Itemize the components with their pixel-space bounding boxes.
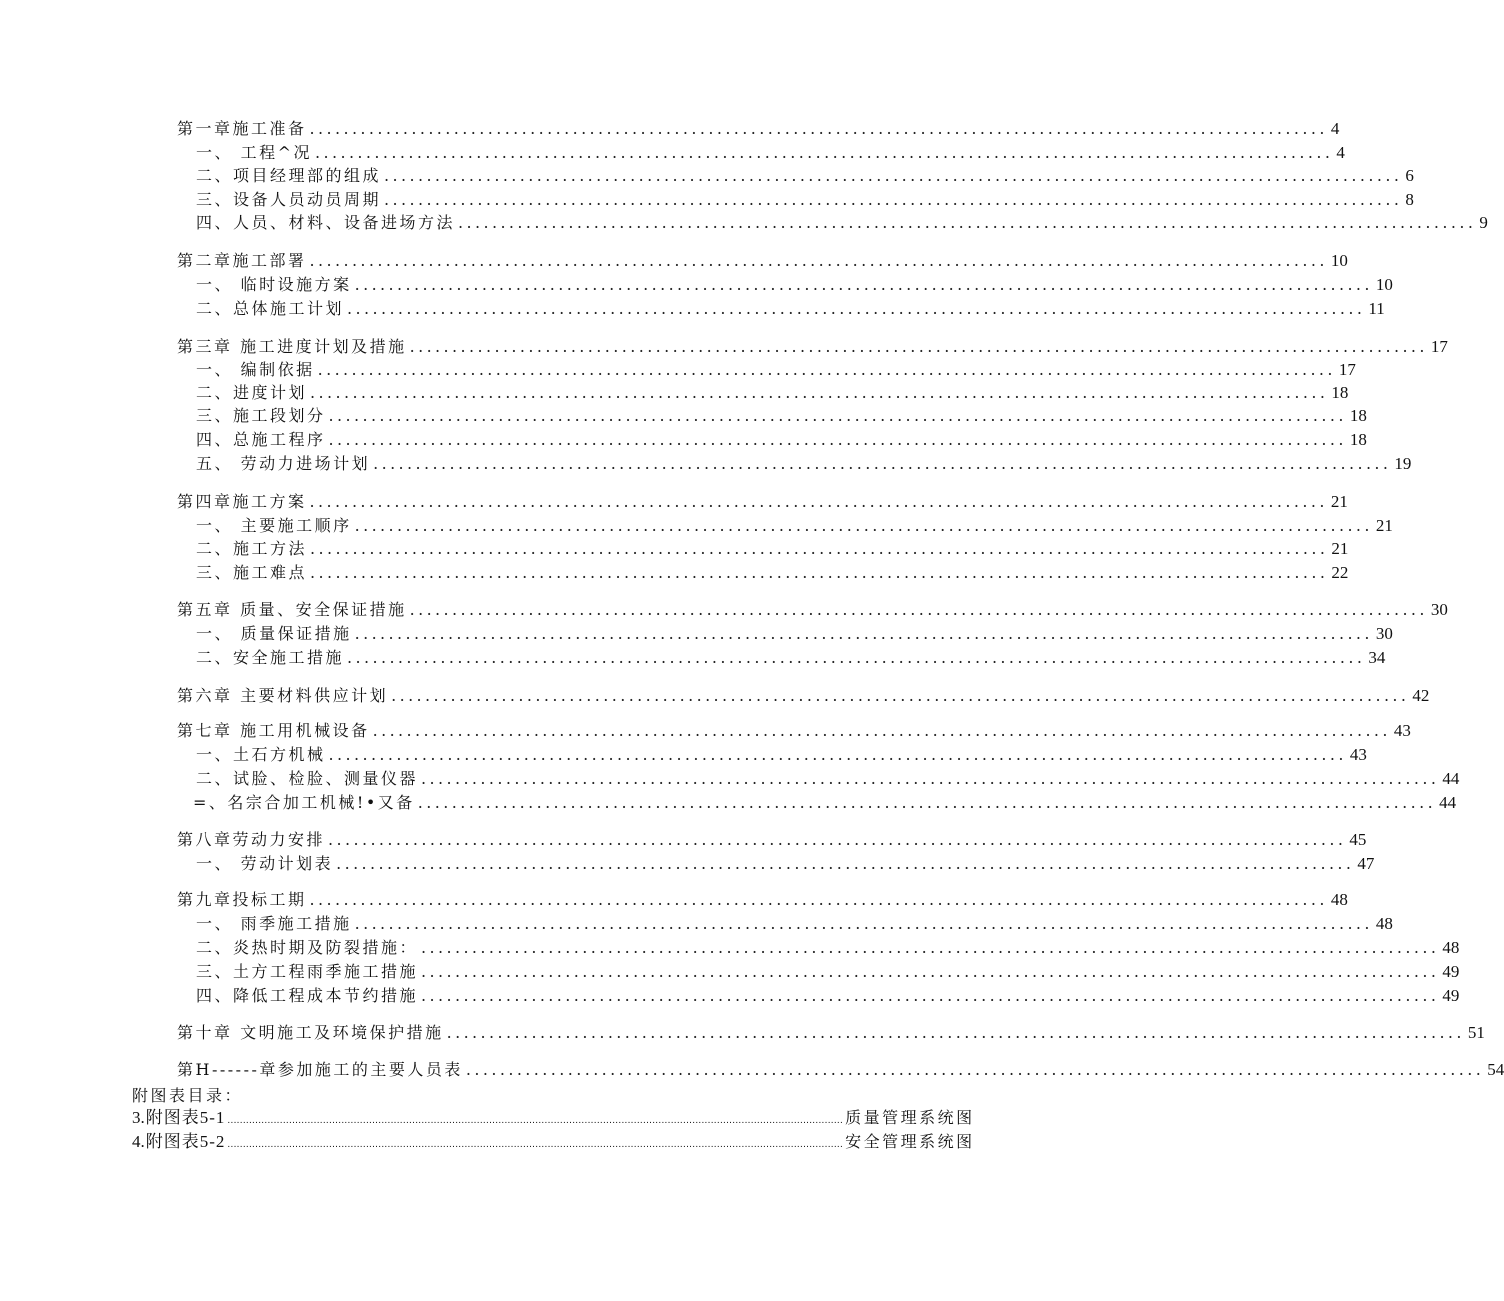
toc-page-number: 42 bbox=[1412, 686, 1430, 705]
dot-leader: ........................................................................................................................ bbox=[309, 119, 1328, 138]
toc-page-number: 30 bbox=[1375, 624, 1393, 643]
dot-leader: ........................................................................................................................ bbox=[354, 914, 1373, 933]
toc-page-number: 17 bbox=[1338, 360, 1356, 379]
toc-entry-label: 二、项目经理部的组成 bbox=[196, 166, 382, 185]
toc-entry-label: 第二章施工部署 bbox=[177, 251, 307, 270]
toc-page-number: 21 bbox=[1330, 492, 1348, 511]
toc-section-entry[interactable] bbox=[196, 452, 1412, 476]
toc-entry-label: 一、 工程^况 bbox=[196, 143, 312, 162]
toc-page-number: 6 bbox=[1405, 166, 1414, 185]
toc-entry-label: 第九章投标工期 bbox=[177, 890, 307, 909]
toc-section-entry[interactable] bbox=[196, 404, 1367, 428]
toc-page-number: 17 bbox=[1430, 337, 1448, 356]
toc-entry-label: 第六章 主要材料供应计划 bbox=[177, 686, 389, 705]
toc-section-entry[interactable] bbox=[196, 743, 1367, 767]
appendix-item-title: 质量管理系统图 bbox=[845, 1108, 975, 1127]
toc-entry-label: 三、施工难点 bbox=[196, 563, 308, 582]
toc-page-number: 30 bbox=[1430, 600, 1448, 619]
toc-chapter-entry[interactable] bbox=[177, 684, 1430, 708]
toc-entry-label: 四、降低工程成本节约措施 bbox=[196, 986, 419, 1005]
dot-leader: ........................................................................................................................ bbox=[310, 383, 1329, 402]
toc-entry-label: 一、 编制依据 bbox=[196, 360, 315, 379]
toc-section-entry[interactable] bbox=[196, 537, 1349, 561]
dot-leader: ........................................................................................................................ bbox=[317, 360, 1336, 379]
dot-leader: ........................................................................................................................ bbox=[309, 251, 1328, 270]
toc-entry-label: 第八章劳动力安排 bbox=[177, 830, 326, 849]
toc-page-number: 21 bbox=[1331, 539, 1349, 558]
toc-page-number: 54 bbox=[1487, 1060, 1504, 1079]
appendix-item[interactable] bbox=[132, 1130, 975, 1154]
toc-chapter-entry[interactable] bbox=[177, 828, 1367, 852]
toc-entry-label: 三、施工段划分 bbox=[196, 406, 326, 425]
toc-page-number: 4 bbox=[1330, 119, 1340, 138]
toc-page-number: 45 bbox=[1349, 830, 1367, 849]
toc-chapter-entry[interactable] bbox=[177, 490, 1348, 514]
dot-leader: ........................................................................................................................ bbox=[421, 769, 1440, 788]
appendix-item-title: 安全管理系统图 bbox=[845, 1132, 975, 1151]
toc-chapter-entry[interactable] bbox=[177, 117, 1340, 141]
toc-section-entry[interactable] bbox=[196, 428, 1367, 452]
toc-section-entry[interactable] bbox=[196, 273, 1393, 297]
toc-entry-label: 三、土方工程雨季施工措施 bbox=[196, 962, 419, 981]
toc-section-entry[interactable] bbox=[196, 852, 1375, 876]
dot-leader: ........................................................................................................................ bbox=[310, 563, 1329, 582]
dot-leader: ........................................................................................................................................................................................................ bbox=[227, 1115, 844, 1126]
dot-leader: ........................................................................................................................ bbox=[465, 1060, 1485, 1079]
dot-leader: ........................................................................................................................ bbox=[328, 430, 1347, 449]
appendix-item-number: 4 bbox=[132, 1132, 141, 1151]
toc-entry-label: 一、 临时设施方案 bbox=[196, 275, 352, 294]
toc-page-number: 49 bbox=[1442, 962, 1460, 981]
toc-page-number: 10 bbox=[1330, 251, 1348, 270]
toc-page-number: 19 bbox=[1394, 454, 1412, 473]
dot-leader: ........................................................................................................................ bbox=[409, 600, 1428, 619]
toc-page-number: 21 bbox=[1375, 516, 1393, 535]
toc-page-number: 44 bbox=[1442, 769, 1460, 788]
dot-leader: ........................................................................................................................ bbox=[421, 986, 1440, 1005]
toc-section-entry[interactable] bbox=[196, 164, 1414, 188]
toc-page-number: 11 bbox=[1368, 299, 1385, 318]
toc-section-entry[interactable] bbox=[196, 984, 1460, 1008]
toc-entry-label: 一、 质量保证措施 bbox=[196, 624, 352, 643]
dot-leader: ........................................................................................................................ bbox=[446, 1023, 1465, 1042]
dot-leader: ........................................................................................................................ bbox=[354, 275, 1373, 294]
toc-page-number: 48 bbox=[1330, 890, 1348, 909]
toc-section-entry[interactable] bbox=[196, 381, 1349, 405]
toc-page-number: 34 bbox=[1368, 648, 1386, 667]
toc-section-entry[interactable] bbox=[196, 358, 1356, 382]
toc-entry-label: 第四章施工方案 bbox=[177, 492, 307, 511]
dot-leader: ........................................................................................................................ bbox=[384, 166, 1403, 185]
toc-entry-label: 第H------章参加施工的主要人员表 bbox=[177, 1060, 463, 1079]
toc-entry-label: 第七章 施工用机械设备 bbox=[177, 721, 370, 740]
appendix-item-label: .附图表5-1 bbox=[140, 1108, 226, 1127]
toc-entry-label: 二、安全施工措施 bbox=[196, 648, 345, 667]
dot-leader: ........................................................................................................................ bbox=[391, 686, 1410, 705]
toc-entry-label: 四、人员、材料、设备进场方法 bbox=[196, 213, 456, 232]
toc-page-number: 18 bbox=[1349, 406, 1367, 425]
appendix-heading: 附图表目录： bbox=[132, 1086, 244, 1105]
dot-leader: ........................................................................................................................ bbox=[373, 454, 1392, 473]
dot-leader: ........................................................................................................................ bbox=[354, 624, 1373, 643]
dot-leader: ........................................................................................................................ bbox=[336, 854, 1355, 873]
dot-leader: ........................................................................................................................ bbox=[315, 143, 1334, 162]
toc-section-entry[interactable] bbox=[196, 912, 1393, 936]
toc-entry-label: 一、 雨季施工措施 bbox=[196, 914, 352, 933]
dot-leader: ........................................................................................................................................................................................................ bbox=[227, 1139, 844, 1150]
toc-page-number: 48 bbox=[1442, 938, 1460, 957]
toc-section-entry[interactable] bbox=[196, 188, 1414, 212]
toc-entry-label: 四、总施工程序 bbox=[196, 430, 326, 449]
toc-section-entry[interactable] bbox=[196, 936, 1460, 960]
dot-leader: ........................................................................................................................ bbox=[328, 406, 1347, 425]
toc-page-number: 10 bbox=[1375, 275, 1393, 294]
toc-section-entry[interactable] bbox=[196, 622, 1393, 646]
toc-entry-label: 二、进度计划 bbox=[196, 383, 308, 402]
dot-leader: ........................................................................................................................ bbox=[384, 190, 1403, 209]
toc-section-entry[interactable] bbox=[196, 561, 1349, 585]
dot-leader: ........................................................................................................................ bbox=[347, 299, 1366, 318]
toc-page-number: 43 bbox=[1349, 745, 1367, 764]
toc-section-entry[interactable] bbox=[196, 514, 1393, 538]
toc-section-entry[interactable] bbox=[196, 646, 1386, 670]
dot-leader: ........................................................................................................................ bbox=[417, 793, 1437, 812]
toc-page-number: 18 bbox=[1331, 383, 1349, 402]
toc-chapter-entry[interactable] bbox=[177, 249, 1348, 273]
toc-section-entry[interactable] bbox=[196, 960, 1460, 984]
toc-entry-label: 一、土石方机械 bbox=[196, 745, 326, 764]
toc-page-number: 18 bbox=[1349, 430, 1367, 449]
toc-entry-label: 三、设备人员动员周期 bbox=[196, 190, 382, 209]
toc-entry-label: 一、 劳动计划表 bbox=[196, 854, 334, 873]
dot-leader: ........................................................................................................................ bbox=[409, 337, 1428, 356]
dot-leader: ........................................................................................................................ bbox=[354, 516, 1373, 535]
toc-section-entry[interactable] bbox=[196, 297, 1385, 321]
toc-entry-label: 第十章 文明施工及环境保护措施 bbox=[177, 1023, 444, 1042]
toc-chapter-entry[interactable] bbox=[177, 888, 1348, 912]
toc-entry-label: 二、试脸、检脸、测量仪器 bbox=[196, 769, 419, 788]
toc-chapter-entry[interactable] bbox=[177, 1058, 1504, 1082]
toc-section-entry[interactable] bbox=[196, 211, 1488, 235]
toc-page-number: 22 bbox=[1331, 563, 1349, 582]
toc-page-number: 44 bbox=[1439, 793, 1457, 812]
toc-page-number: 48 bbox=[1375, 914, 1393, 933]
toc-entry-label: 第一章施工准备 bbox=[177, 119, 307, 138]
dot-leader: ........................................................................................................................ bbox=[421, 938, 1440, 957]
toc-page-number: 51 bbox=[1467, 1023, 1485, 1042]
dot-leader: ........................................................................................................................ bbox=[328, 745, 1347, 764]
toc-chapter-entry[interactable] bbox=[177, 335, 1448, 359]
toc-section-entry[interactable] bbox=[193, 791, 1457, 815]
dot-leader: ........................................................................................................................ bbox=[421, 962, 1440, 981]
toc-page-number: 9 bbox=[1479, 213, 1488, 232]
appendix-item-label: .附图表5-2 bbox=[140, 1132, 226, 1151]
toc-entry-label: 第五章 质量、安全保证措施 bbox=[177, 600, 407, 619]
dot-leader: ........................................................................................................................ bbox=[309, 890, 1328, 909]
dot-leader: ........................................................................................................................ bbox=[328, 830, 1347, 849]
toc-entry-label: 五、 劳动力进场计划 bbox=[196, 454, 371, 473]
toc-entry-label: 一、 主要施工顺序 bbox=[196, 516, 352, 535]
toc-page-number: 49 bbox=[1442, 986, 1460, 1005]
dot-leader: ........................................................................................................................ bbox=[309, 492, 1328, 511]
toc-entry-label: 二、炎热时期及防裂措施： bbox=[196, 938, 419, 957]
toc-chapter-entry[interactable] bbox=[177, 719, 1411, 743]
toc-page-number: 43 bbox=[1393, 721, 1411, 740]
toc-entry-label: 第三章 施工进度计划及措施 bbox=[177, 337, 407, 356]
toc-page-number: 8 bbox=[1405, 190, 1414, 209]
dot-leader: ........................................................................................................................ bbox=[372, 721, 1391, 740]
toc-entry-label: 二、施工方法 bbox=[196, 539, 308, 558]
appendix-item-number: 3 bbox=[132, 1108, 141, 1127]
toc-section-entry[interactable] bbox=[196, 767, 1460, 791]
toc-section-entry[interactable] bbox=[196, 141, 1345, 165]
toc-chapter-entry[interactable] bbox=[177, 598, 1448, 622]
toc-page-number: 4 bbox=[1336, 143, 1345, 162]
toc-chapter-entry[interactable] bbox=[177, 1021, 1485, 1045]
appendix-item[interactable] bbox=[132, 1106, 975, 1130]
dot-leader: ........................................................................................................................ bbox=[310, 539, 1329, 558]
toc-page-number: 47 bbox=[1357, 854, 1375, 873]
toc-entry-label: =、名宗合加工机械!•又备 bbox=[193, 793, 415, 812]
dot-leader: ........................................................................................................................ bbox=[347, 648, 1366, 667]
toc-entry-label: 二、总体施工计划 bbox=[196, 299, 345, 318]
dot-leader: ........................................................................................................................ bbox=[458, 213, 1477, 232]
